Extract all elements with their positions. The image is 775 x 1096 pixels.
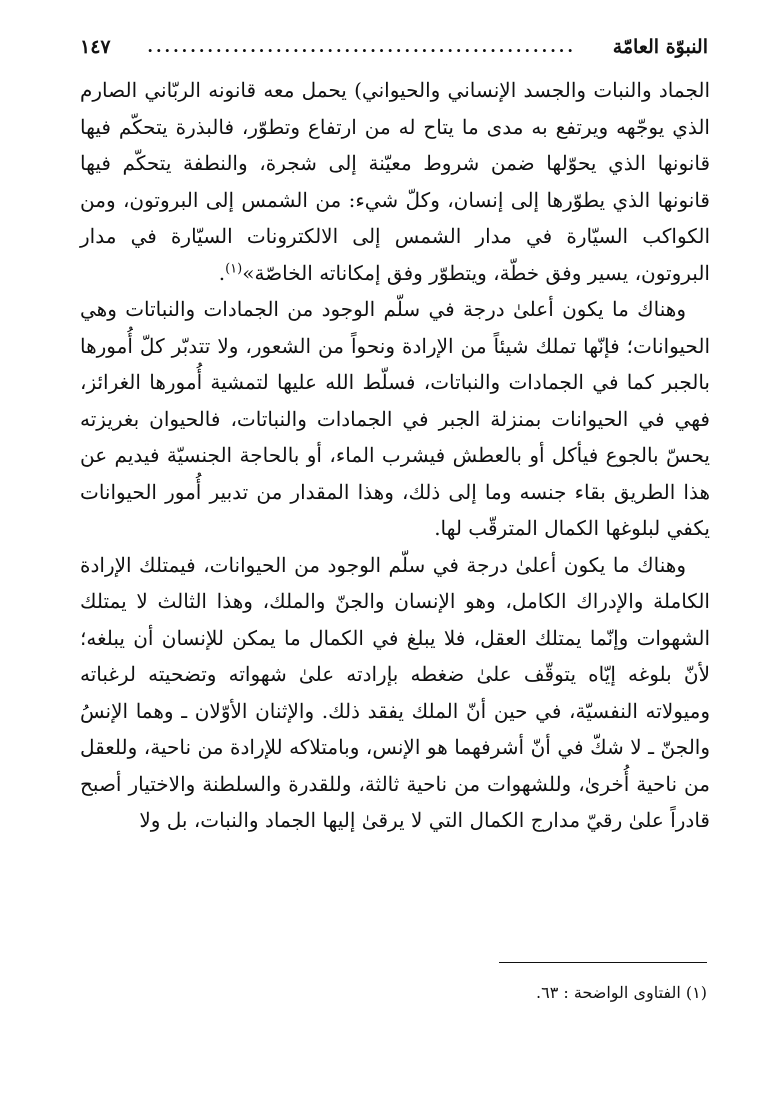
paragraph-text: وهناك ما يكون أعلىٰ درجة في سلّم الوجود من الجمادات والنباتات وهي الحيوانات؛ فإنّها تملك شيئاً من الإرادة ونحواً من الشعور، ولا تتدبّر كلّ أُمورها بالجبر كما في الجمادات والنباتات، فسلّط الله عليها لتمشية أُمورها الغرائز، فهي في الحيوانات بمنزلة الجبر في الجمادات والنباتات، فالحيوان بغريزته يحسّ بالجوع فيأكل أو بالعطش فيشرب الماء، أو بالحاجة الجنسيّة فيديم عن هذا الطريق بقاء جنسه وما إلى ذلك، وهذا المقدار من تدبير أُمور الحيوانات يكفي لبلوغها الكمال المترقّب لها. bbox=[80, 297, 710, 540]
body-text bbox=[80, 72, 710, 839]
page-number: ١٤٧ bbox=[80, 36, 111, 58]
paragraph bbox=[80, 72, 710, 291]
leader-dots: .................................................. bbox=[147, 39, 576, 55]
paragraph-text: الجماد والنبات والجسد الإنساني والحيواني) يحمل معه قانونه الربّاني الصارم الذي يوجّهه ويرتفع به مدى ما يتاح له من ارتفاع وتطوّر، فالبذرة يتحكّم فيها قانونها الذي يحوّلها ضمن شروط معيّنة إلى شجرة، والنطفة يتحكّم فيها قانونها الذي يطوّرها إلى إنسان، وكلّ شيء: من الشمس إلى البروتون، ومن الكواكب السيّارة في مدار الشمس إلى الالكترونات السيّارة في مدار البروتون، يسير وفق خطّة، ويتطوّر وفق إمكاناته الخاصّة» bbox=[80, 78, 710, 285]
paragraph-text: وهناك ما يكون أعلىٰ درجة في سلّم الوجود من الحيوانات، فيمتلك الإرادة الكاملة والإدراك الكامل، وهو الإنسان والجنّ والملك، وهذا الثالث لا يمتلك الشهوات وإنّما يمتلك العقل، فلا يبلغ في الكمال ما يمكن للإنسان أن يبلغه؛ لأنّ بلوغه إيّاه يتوقّف علىٰ ضغطه بإرادته علىٰ شهواته وتضحيته لرغباته وميولاته النفسيّة، في حين أنّ الملك يفقد ذلك. والإثنان الأوّلان ـ وهما الإنسُ والجنّ ـ لا شكّ في أنّ أشرفهما هو الإنس، وبامتلاكه للإرادة من ناحية، وللعقل من ناحية أُخرىٰ، وللشهوات من ناحية ثالثة، وللقدرة والسلطنة والاختيار أصبح قادراً علىٰ رقيّ مدارج الكمال التي لا يرقىٰ إليها الجماد والنبات، بل ولا bbox=[80, 552, 710, 832]
running-header bbox=[80, 30, 708, 64]
paragraph bbox=[80, 547, 710, 839]
footnote: (١) الفتاوى الواضحة : ٦٣. bbox=[536, 983, 707, 1002]
chapter-title: النبوّة العامّة bbox=[612, 36, 708, 58]
paragraph-tail: . bbox=[218, 260, 226, 285]
paragraph bbox=[80, 291, 710, 547]
footnote-separator bbox=[499, 962, 707, 963]
footnote-reference: (١) bbox=[225, 260, 243, 276]
